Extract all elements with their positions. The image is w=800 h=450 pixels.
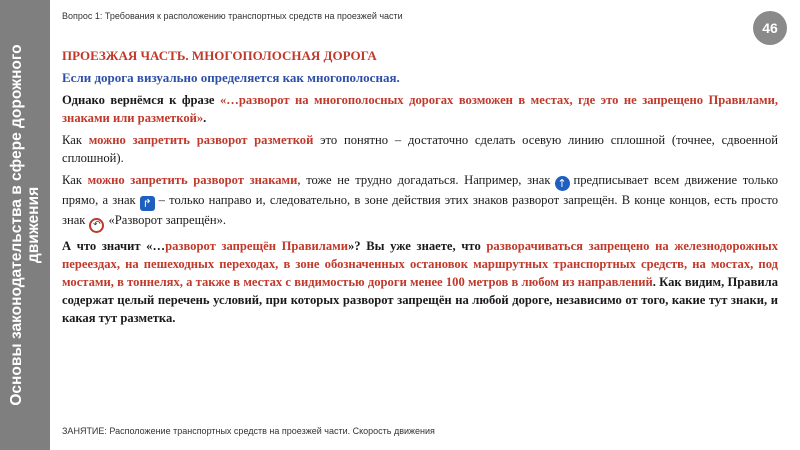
p4-text-a: А что значит «… (62, 239, 166, 253)
p2-text-a: Как (62, 133, 89, 147)
straight-only-sign-icon: ↑ (555, 176, 570, 191)
section-subheading: Если дорога визуально определяется как многополосная. (62, 70, 400, 85)
page-number-badge: 46 (753, 11, 787, 45)
p1-text-a: Однако вернёмся к фразе (62, 93, 220, 107)
paragraph-3 (62, 171, 778, 233)
p3-highlight: можно запретить разворот знаками (87, 173, 298, 187)
p4-text-c: »? Вы уже знаете, что (348, 239, 487, 253)
p1-highlight: «…разворот на многополосных дорогах возможен в местах, где это не запрещено Правилами, знаками или разметкой» (62, 93, 778, 125)
p3-text-d: предписывает всем движение только прямо, а знак (62, 173, 778, 207)
p3-text-c: , тоже не трудно догадаться. Например, знак (297, 173, 551, 187)
paragraph-1 (62, 91, 778, 127)
p2-highlight: можно запретить разворот разметкой (88, 133, 314, 147)
p4-highlight-2: разворачиваться запрещено на железнодорожных переездах, на пешеходных переходах, в зоне обозначенных остановок маршрутных транспортных средств, на мостах, под мостами, в тоннелях, а также в местах с видимостью дороги менее 100 метров в любом из направлений (62, 239, 778, 289)
p1-text-c: . (203, 111, 207, 125)
footer-lesson: ЗАНЯТИЕ: Расположение транспортных средств на проезжей части. Скорость движения (62, 426, 435, 436)
p4-text-e: . Как видим, Правила содержат целый перечень условий, при которых разворот запрещён на любой дороге, независимо от того, какие тут знаки, и какая тут разметка. (62, 275, 778, 325)
paragraph-4 (62, 237, 778, 327)
section-heading: ПРОЕЗЖАЯ ЧАСТЬ. МНОГОПОЛОСНАЯ ДОРОГА (62, 48, 377, 63)
p4-highlight-1: разворот запрещён Правилами (165, 239, 348, 253)
main-content (62, 48, 778, 331)
right-only-sign-icon: ↱ (140, 196, 155, 211)
p3-text-f: «Разворот запрещён». (108, 213, 227, 227)
no-u-turn-sign-icon: ↶ (89, 218, 104, 233)
topic-header: Вопрос 1: Требования к расположению транспортных средств на проезжей части (62, 11, 403, 21)
sidebar (0, 0, 50, 450)
sidebar-title: Основы законодательства в сфере дорожного движения (8, 44, 42, 406)
p3-text-a: Как (62, 173, 88, 187)
p3-text-e: – только направо и, следовательно, в зоне действия этих знаков разворот запрещён. В конце концов, есть просто знак (62, 193, 778, 227)
paragraph-2 (62, 131, 778, 167)
p2-text-c: это понятно – достаточно сделать осевую линию сплошной (точнее, сдвоенной сплошной). (62, 133, 779, 165)
